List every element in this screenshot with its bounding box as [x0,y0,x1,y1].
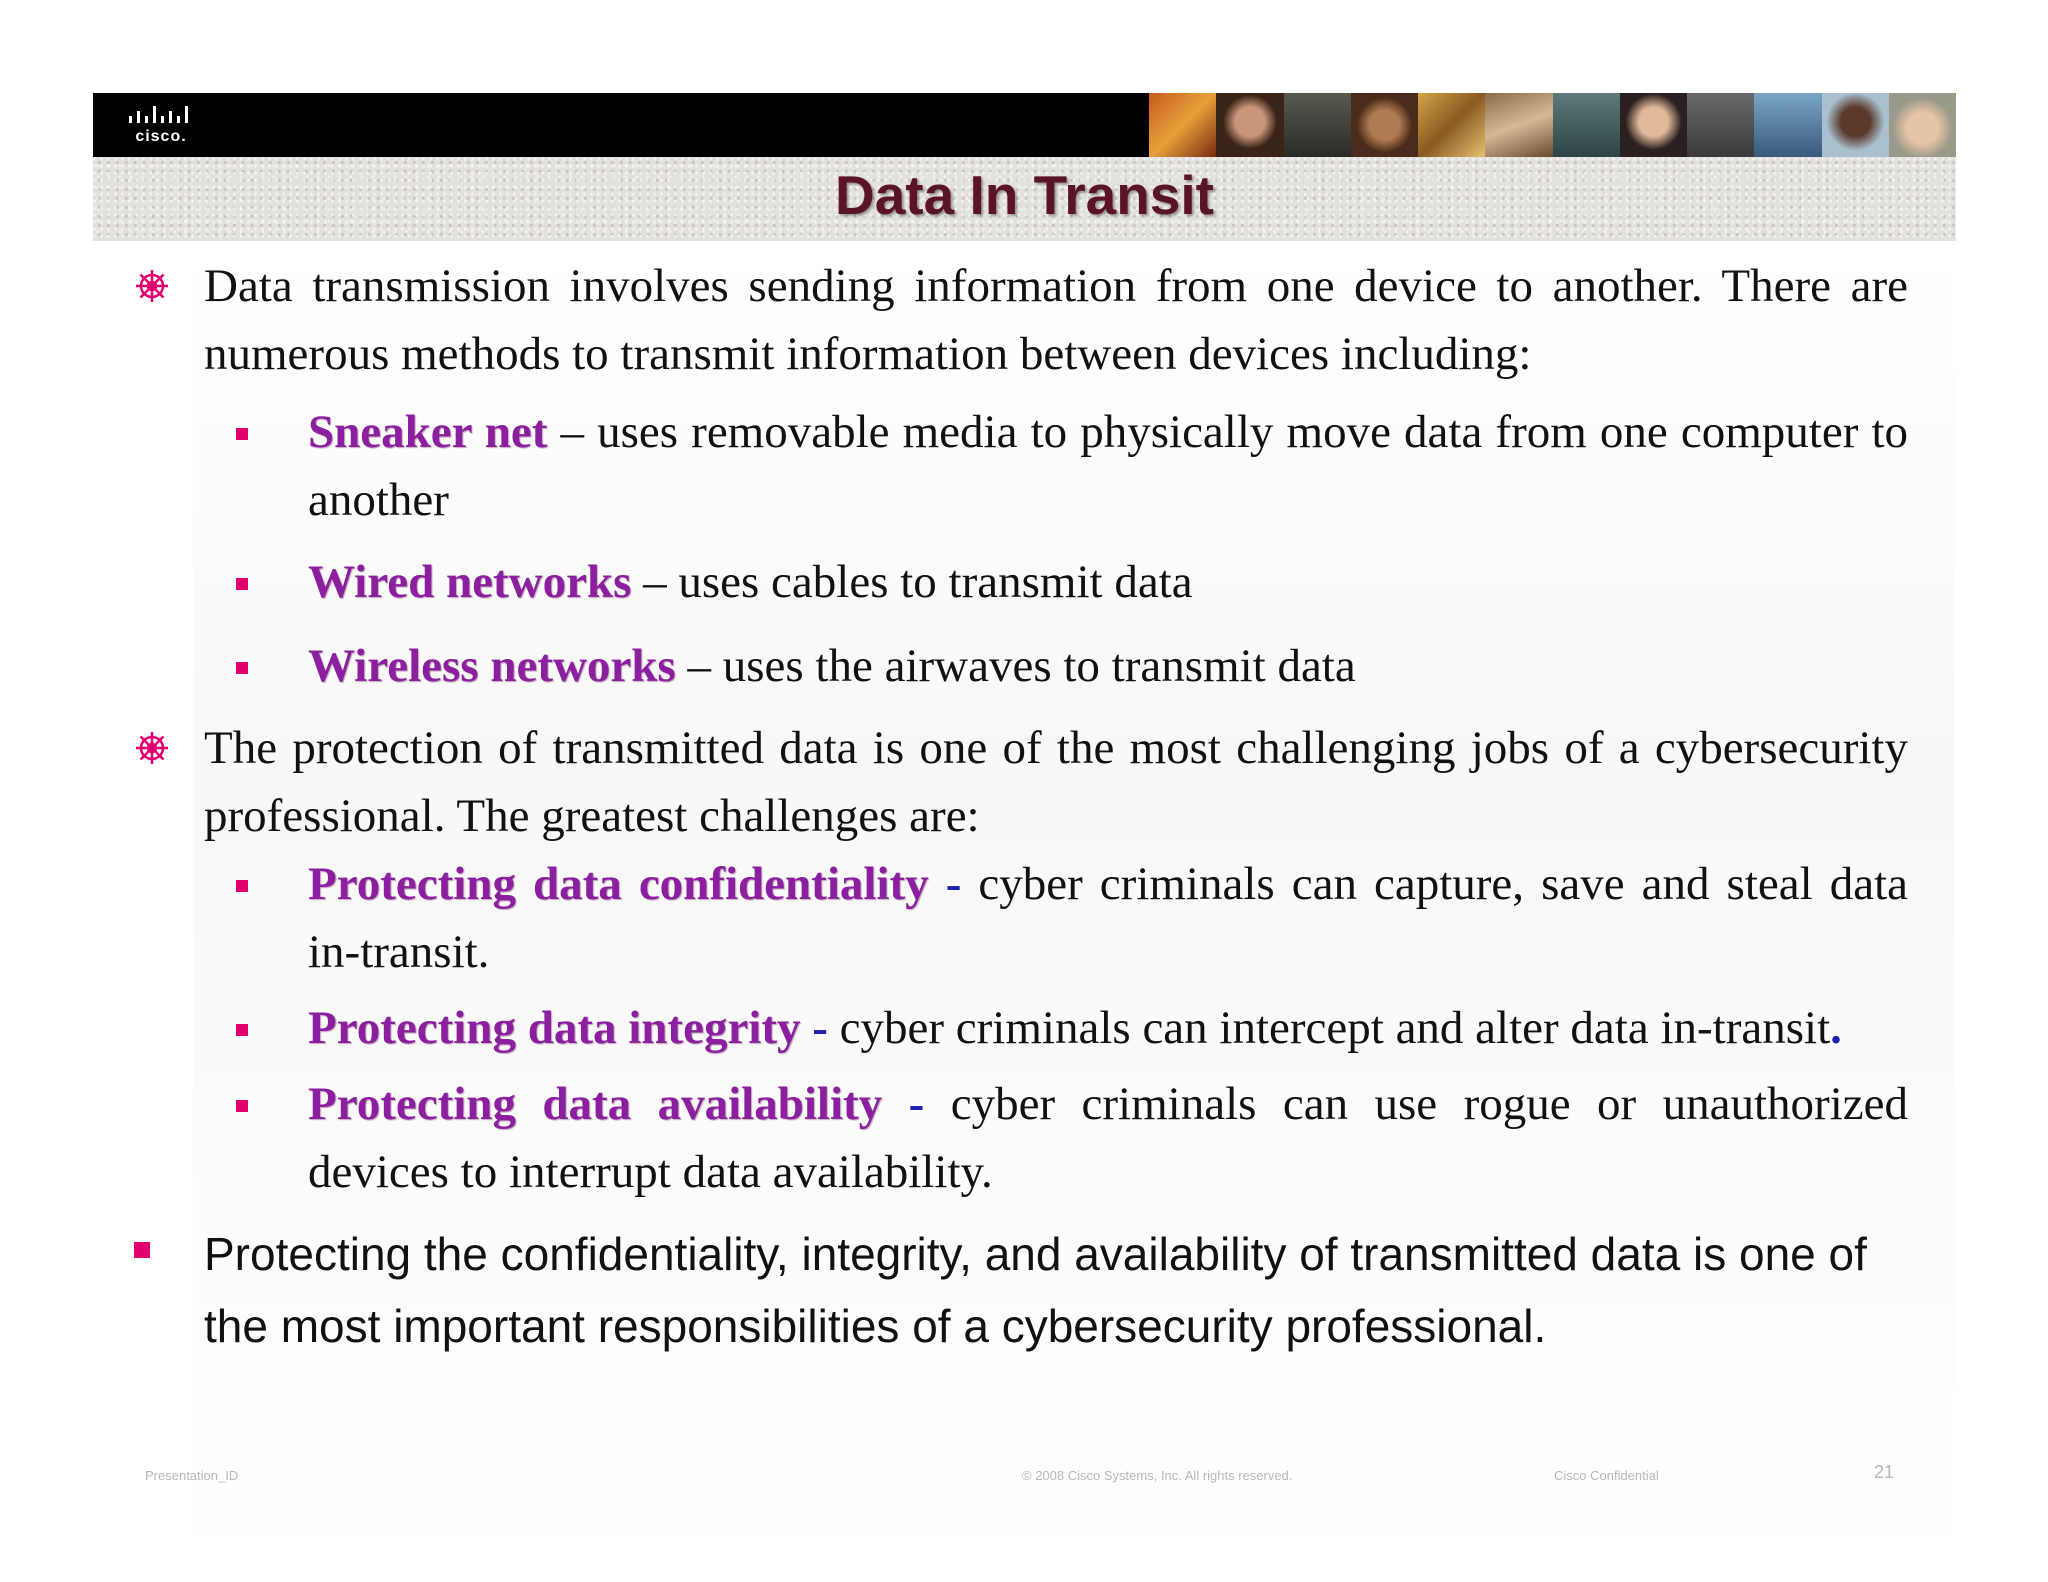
page-number: 21 [1874,1462,1895,1482]
paragraph-text: cyber criminals can intercept and alter data in-transit [839,1002,1831,1054]
photo-tile [1418,93,1485,157]
photo-tile [1889,93,1956,157]
photo-tile [1620,93,1687,157]
square-bullet-icon [236,1024,248,1036]
paragraph-text: cyber criminals can use rogue or unauthorized devices to interrupt data availability. [308,1078,1908,1198]
paragraph-text: uses removable media to physically move data from one computer to another [308,406,1909,526]
slide-title: Data In Transit [835,164,1214,226]
header-photo-strip [1149,93,1956,157]
photo-tile [1485,93,1552,157]
list-item [130,714,1908,850]
separator: – [547,406,598,458]
wheel-bullet-icon [134,730,170,766]
footer-copyright: © 2008 Cisco Systems, Inc. All rights reserved. [1022,1468,1293,1483]
paragraph-text: cyber criminals can capture, save and steal data in-transit. [308,858,1908,978]
paragraph-text: uses cables to transmit data [678,556,1193,608]
list-item [130,398,1908,534]
header-bar [93,93,1956,157]
term-availability: Protecting data availability [308,1078,883,1130]
cisco-logo [121,105,201,147]
photo-tile [1284,93,1351,157]
separator: – [675,640,723,692]
square-bullet-icon [134,1242,150,1258]
separator: - [928,858,979,910]
photo-tile [1553,93,1620,157]
list-item [130,994,1908,1062]
photo-tile [1216,93,1283,157]
title-bar [93,157,1956,241]
square-bullet-icon [236,880,248,892]
term-confidentiality: Protecting data confidentiality [308,858,929,910]
photo-tile [1687,93,1754,157]
paragraph-text: uses the airwaves to transmit data [722,640,1356,692]
list-item [130,1218,1908,1362]
square-bullet-icon [236,428,248,440]
footer-confidential: Cisco Confidential [1554,1468,1659,1483]
photo-tile [1149,93,1216,157]
term-wireless-networks: Wireless networks [308,640,676,692]
period: . [1830,1002,1842,1054]
list-item [130,252,1908,388]
term-sneaker-net: Sneaker net [308,406,548,458]
paragraph-text: Data transmission involves sending information from one device to another. There are numerous methods to transmit information between devices including: [204,260,1908,380]
photo-tile [1351,93,1418,157]
wheel-bullet-icon [134,268,170,304]
separator: - [882,1078,951,1130]
list-item [130,548,1908,616]
list-item [130,632,1908,700]
cisco-bars-icon [121,105,201,127]
separator: - [800,1002,840,1054]
paragraph-text: The protection of transmitted data is one of the most challenging jobs of a cybersecurity professional. The greatest challenges are: [204,722,1908,842]
footer-presentation-id: Presentation_ID [145,1468,239,1483]
slide-content [130,252,1908,1362]
list-item [130,1070,1908,1206]
photo-tile [1754,93,1821,157]
paragraph-text: Protecting the confidentiality, integrity, and availability of transmitted data is one of the most important responsibilities of a cybersecurity professional. [204,1228,1867,1352]
square-bullet-icon [236,578,248,590]
term-wired-networks: Wired networks [308,556,632,608]
list-item [130,850,1908,986]
separator: – [631,556,679,608]
square-bullet-icon [236,1100,248,1112]
term-integrity: Protecting data integrity [308,1002,801,1054]
square-bullet-icon [236,662,248,674]
photo-tile [1822,93,1889,157]
cisco-wordmark: cisco. [135,128,187,145]
